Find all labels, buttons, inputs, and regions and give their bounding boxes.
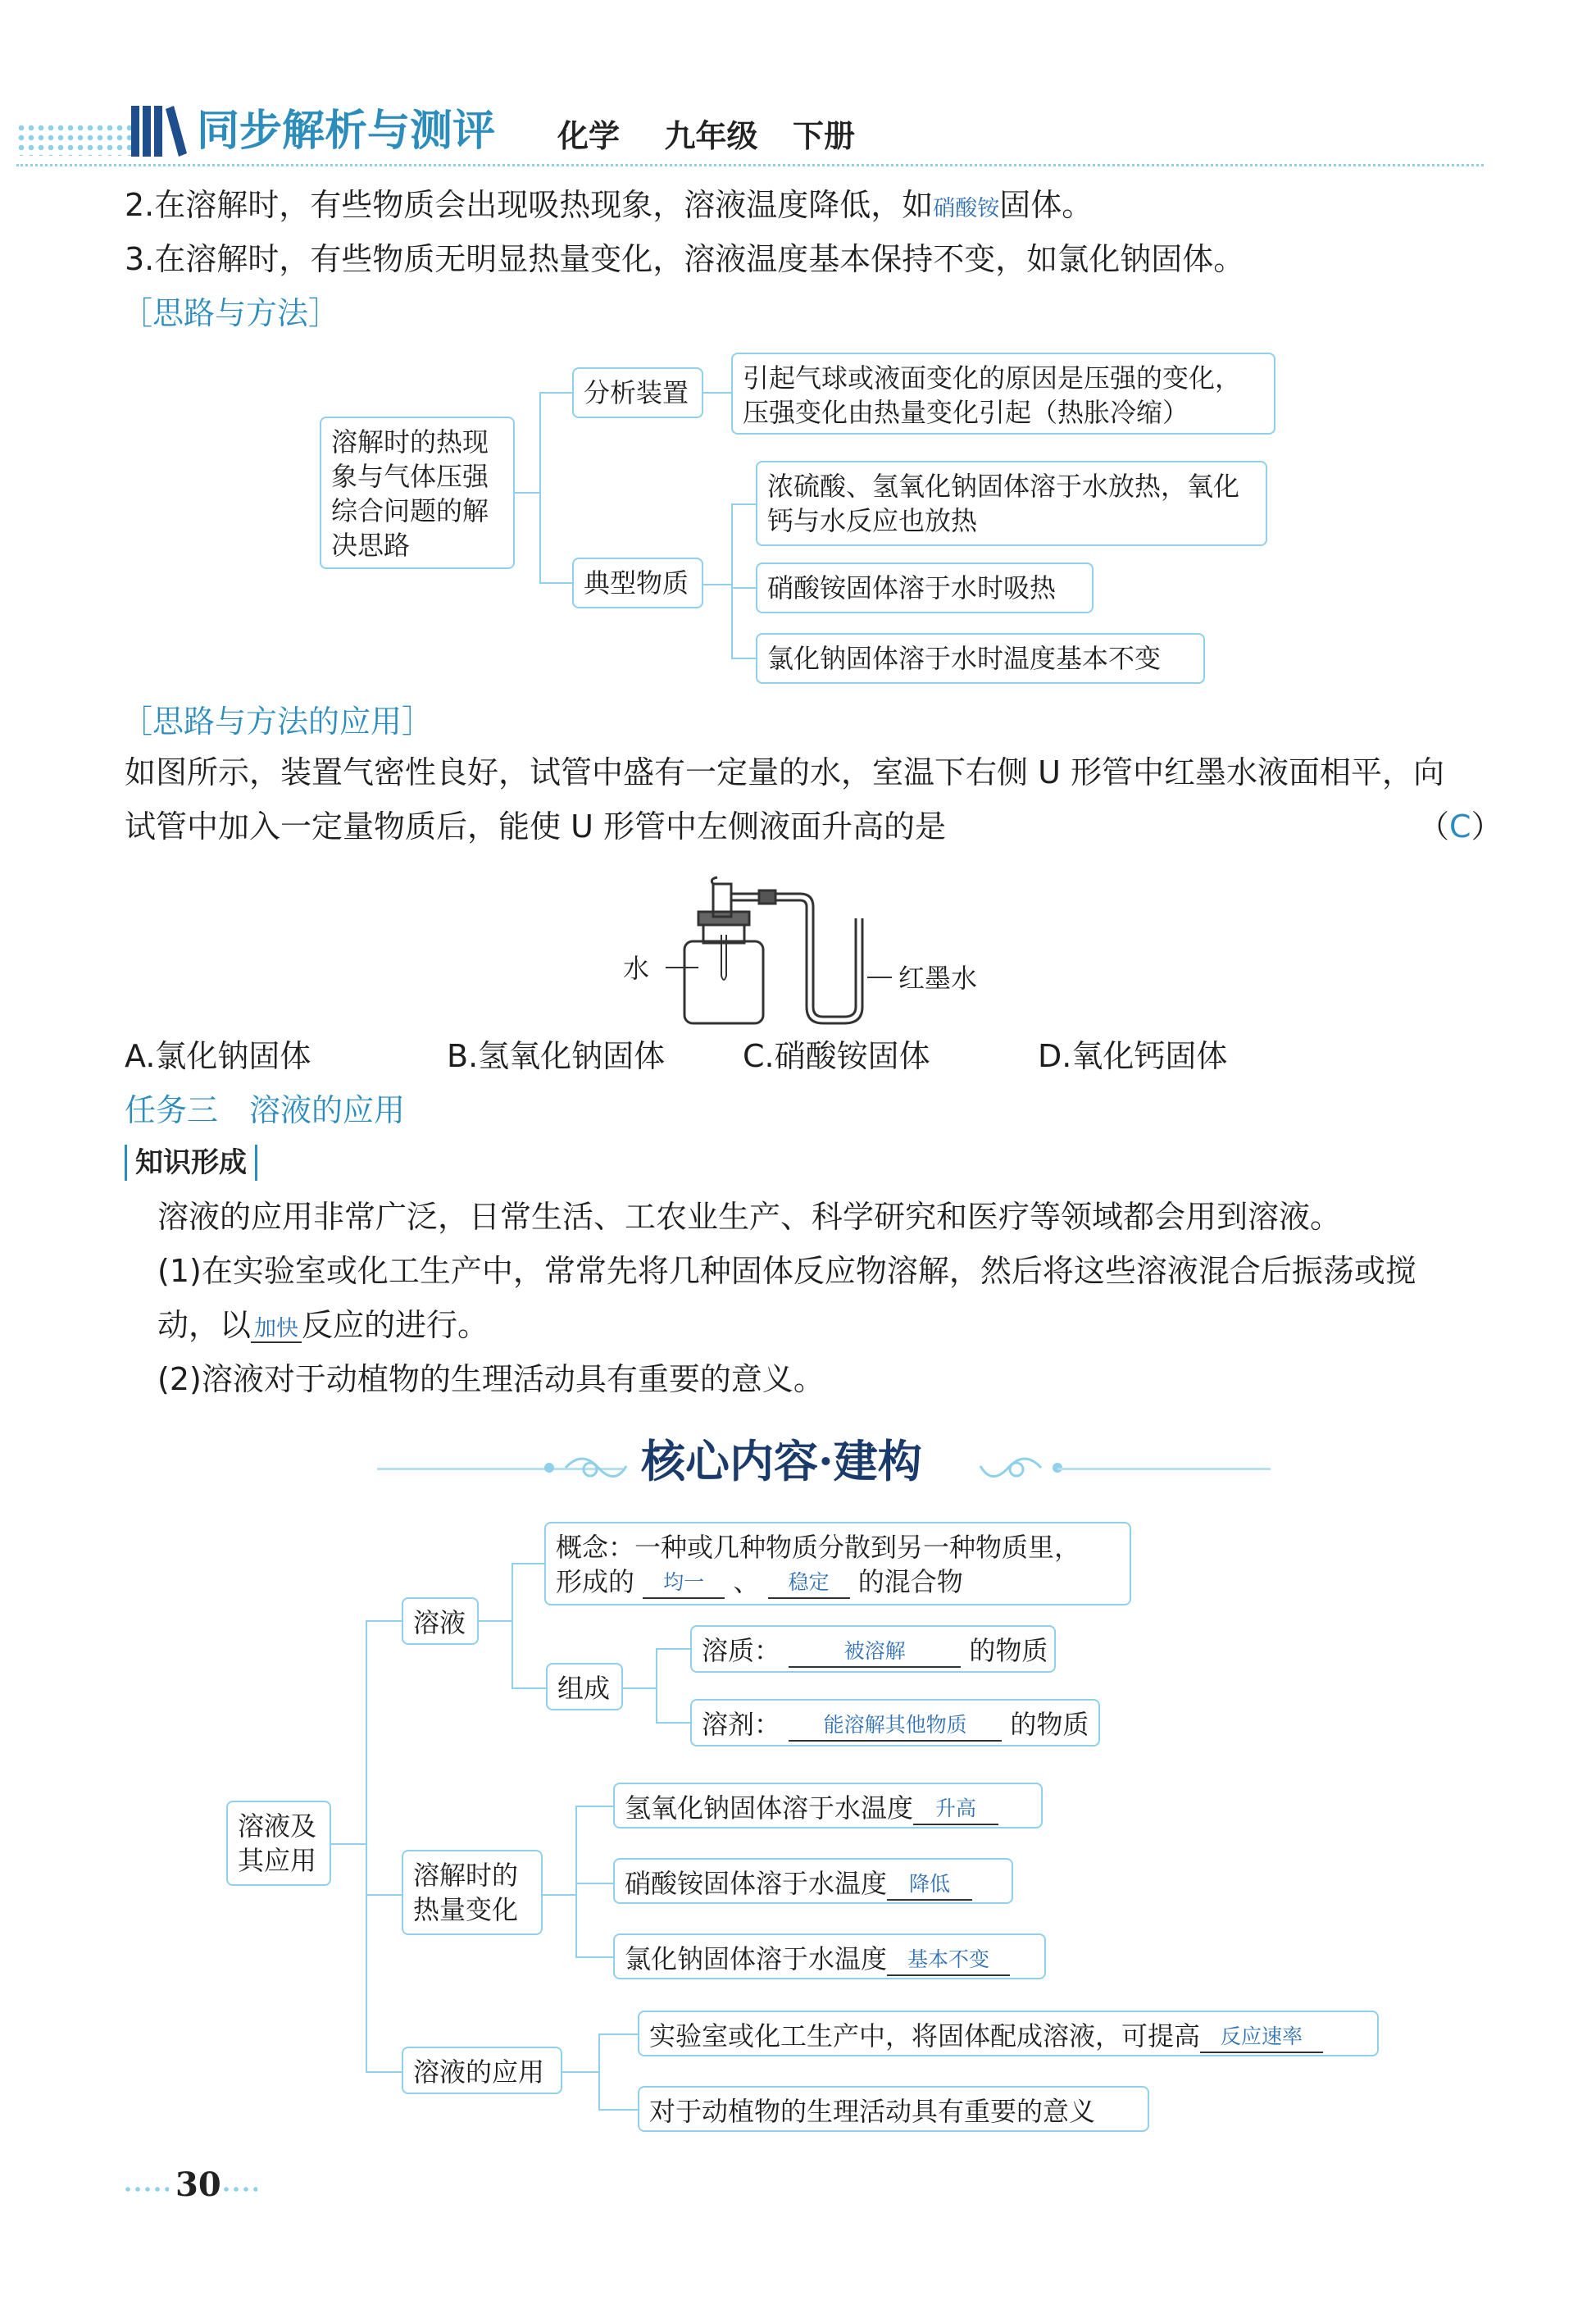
handwritten-answer: 稳定 <box>768 1568 850 1599</box>
label-water: 水 <box>623 953 650 984</box>
solvent-post: 的物质 <box>1010 1709 1089 1740</box>
core-branch-solution: 溶液 <box>402 1597 479 1645</box>
intro-item-3: 3.在溶解时，有些物质无明显热量变化，溶液温度基本保持不变，如氯化钠固体。 <box>125 241 1245 277</box>
core-heat-nh4no3 <box>613 1858 1013 1904</box>
core-app-bio: 对于动植物的生理活动具有重要的意义 <box>638 2086 1149 2132</box>
handwritten-answer: 升高 <box>913 1794 998 1825</box>
heat-nh4no3-text: 硝酸铵固体溶于水温度 <box>625 1868 888 1899</box>
task3-paragraph-2-cont <box>157 1305 489 1349</box>
task3-title: 任务三 溶液的应用 <box>125 1092 406 1128</box>
method-connector <box>731 658 756 659</box>
header-subject-text: 化学 <box>557 118 621 154</box>
task3-paragraph-1: 溶液的应用非常广泛，日常生活、工农业生产、科学研究和医疗等领域都会用到溶液。 <box>157 1199 1342 1235</box>
concept-post: 的混合物 <box>857 1566 963 1597</box>
banner-swirl-left <box>541 1453 631 1486</box>
core-connector <box>366 2071 402 2073</box>
label-red-ink: 红墨水 <box>898 963 978 994</box>
header-book-icon <box>130 102 189 160</box>
handwritten-answer: 硝酸铵 <box>933 196 1000 221</box>
header-volume: 下册 <box>792 118 855 154</box>
banner-swirl-right <box>975 1453 1066 1486</box>
method-root-node: 溶解时的热现象与气体压强综合问题的解决思路 <box>320 417 515 569</box>
core-connector <box>598 2033 638 2035</box>
task3-paragraph-2: (1)在实验室或化工生产中，常常先将几种固体反应物溶解，然后将这些溶液混合后振荡或搅 <box>157 1253 1416 1289</box>
core-connector <box>543 1894 575 1896</box>
header-dots <box>16 123 139 156</box>
core-connector <box>656 1722 690 1724</box>
method-connector <box>703 392 731 394</box>
core-connector <box>479 1620 512 1622</box>
concept-pre: 形成的 <box>556 1566 635 1597</box>
method-connector <box>539 582 572 584</box>
question-line-2: 试管中加入一定量物质后，能使 U 形管中左侧液面升高的是 <box>125 808 946 845</box>
solvent-label: 溶剂： <box>702 1709 781 1740</box>
application-heading: ［思路与方法的应用］ <box>121 704 434 740</box>
method-connector <box>515 492 539 494</box>
intro-item-2-text: 2.在溶解时，有些物质会出现吸热现象，溶液温度降低，如 <box>125 187 934 223</box>
core-root-node: 溶液及其应用 <box>226 1801 331 1886</box>
core-connector <box>366 1620 367 2071</box>
app-lab-text: 实验室或化工生产中，将固体配成溶液，可提高 <box>649 2020 1201 2052</box>
method-heading: ［思路与方法］ <box>121 295 340 331</box>
task3-p2-pre: 动，以 <box>157 1307 252 1343</box>
option-b: B.氢氧化钠固体 <box>447 1038 666 1074</box>
core-branch-heat: 溶解时的热量变化 <box>402 1850 543 1935</box>
apparatus-diagram <box>607 869 1033 1033</box>
method-leaf-neutral: 氯化钠固体溶于水时温度基本不变 <box>756 633 1205 684</box>
method-connector <box>731 587 756 589</box>
core-heat-nacl <box>613 1933 1046 1979</box>
method-connector <box>731 503 756 505</box>
core-connector <box>598 2033 600 2111</box>
core-heat-naoh <box>613 1783 1043 1829</box>
core-connector <box>575 1883 613 1884</box>
core-banner-title: 核心内容·建构 <box>641 1435 922 1487</box>
task3-p2-post: 反应的进行。 <box>302 1307 489 1343</box>
method-branch-substances: 典型物质 <box>572 558 703 608</box>
answer-paren-close: ） <box>1471 808 1503 845</box>
core-connector <box>366 1620 402 1622</box>
core-connector <box>512 1563 513 1687</box>
option-a: A.氯化钠固体 <box>125 1038 311 1074</box>
intro-item-2 <box>125 185 1093 229</box>
header-divider <box>16 164 1484 166</box>
method-leaf-endothermic: 硝酸铵固体溶于水时吸热 <box>756 562 1094 613</box>
core-branch-composition: 组成 <box>546 1663 623 1710</box>
method-connector <box>703 584 731 585</box>
concept-line-1: 概念：一种或几种物质分散到另一种物质里， <box>556 1532 1081 1563</box>
core-connector <box>366 1894 402 1896</box>
page-number: 30 <box>175 2166 221 2204</box>
core-connector <box>623 1687 656 1689</box>
method-branch-analyze: 分析装置 <box>572 367 703 418</box>
handwritten-answer: 被溶解 <box>789 1637 961 1668</box>
task3-paragraph-3: (2)溶液对于动植物的生理活动具有重要的意义。 <box>157 1361 825 1397</box>
header-series-title: 同步解析与测评 <box>197 107 496 156</box>
solute-post: 的物质 <box>969 1635 1048 1666</box>
core-connector <box>656 1648 657 1724</box>
method-leaf-pressure: 引起气球或液面变化的原因是压强的变化，压强变化由热量变化引起（热胀冷缩） <box>731 353 1275 435</box>
question-answer <box>1418 807 1503 846</box>
core-branch-application: 溶液的应用 <box>402 2047 562 2094</box>
heat-naoh-text: 氢氧化钠固体溶于水温度 <box>625 1792 914 1824</box>
method-connector <box>731 503 733 658</box>
method-connector <box>539 392 541 582</box>
header-subject <box>557 116 855 156</box>
method-connector <box>539 392 572 394</box>
option-d: D.氧化钙固体 <box>1038 1038 1228 1074</box>
core-app-lab <box>638 2011 1379 2056</box>
core-connector <box>512 1563 544 1564</box>
header-grade: 九年级 <box>664 118 758 154</box>
core-solvent-node <box>690 1699 1100 1747</box>
core-concept-node <box>544 1522 1131 1605</box>
handwritten-answer: 反应速率 <box>1200 2022 1323 2053</box>
heat-nacl-text: 氯化钠固体溶于水温度 <box>625 1943 888 1974</box>
handwritten-answer: 加快 <box>251 1316 302 1343</box>
handwritten-answer: 降低 <box>887 1870 972 1901</box>
method-leaf-exothermic: 浓硫酸、氢氧化钠固体溶于水放热，氧化钙与水反应也放热 <box>756 461 1267 546</box>
core-connector <box>512 1687 546 1689</box>
concept-line-2 <box>556 1564 1120 1599</box>
knowledge-tag-text: 知识形成 <box>135 1146 247 1179</box>
handwritten-answer: 基本不变 <box>887 1945 1010 1976</box>
answer-paren-open: （ <box>1418 808 1450 845</box>
solute-label: 溶质： <box>702 1635 781 1666</box>
core-connector <box>562 2071 598 2073</box>
page-number-dots-left <box>123 2184 169 2194</box>
handwritten-answer: 能溶解其他物质 <box>789 1710 1002 1742</box>
question-line-1: 如图所示，装置气密性良好，试管中盛有一定量的水，室温下右侧 U 形管中红墨水液面相平，向 <box>125 754 1444 790</box>
answer-value: C <box>1449 808 1471 845</box>
core-connector <box>575 1806 613 1807</box>
intro-item-2-end: 固体。 <box>999 187 1094 223</box>
core-connector <box>331 1843 366 1845</box>
core-connector <box>575 1806 577 1956</box>
concept-sep: 、 <box>733 1566 760 1597</box>
banner-line-right <box>1057 1468 1271 1470</box>
option-c: C.硝酸铵固体 <box>743 1038 930 1074</box>
core-connector <box>598 2109 638 2111</box>
core-connector <box>575 1956 613 1958</box>
connecting-tube <box>731 890 862 1023</box>
core-connector <box>656 1648 690 1650</box>
page-number-dots-right <box>221 2184 257 2194</box>
core-solute-node <box>690 1625 1056 1673</box>
knowledge-tag <box>125 1145 257 1181</box>
handwritten-answer: 均一 <box>643 1568 725 1599</box>
